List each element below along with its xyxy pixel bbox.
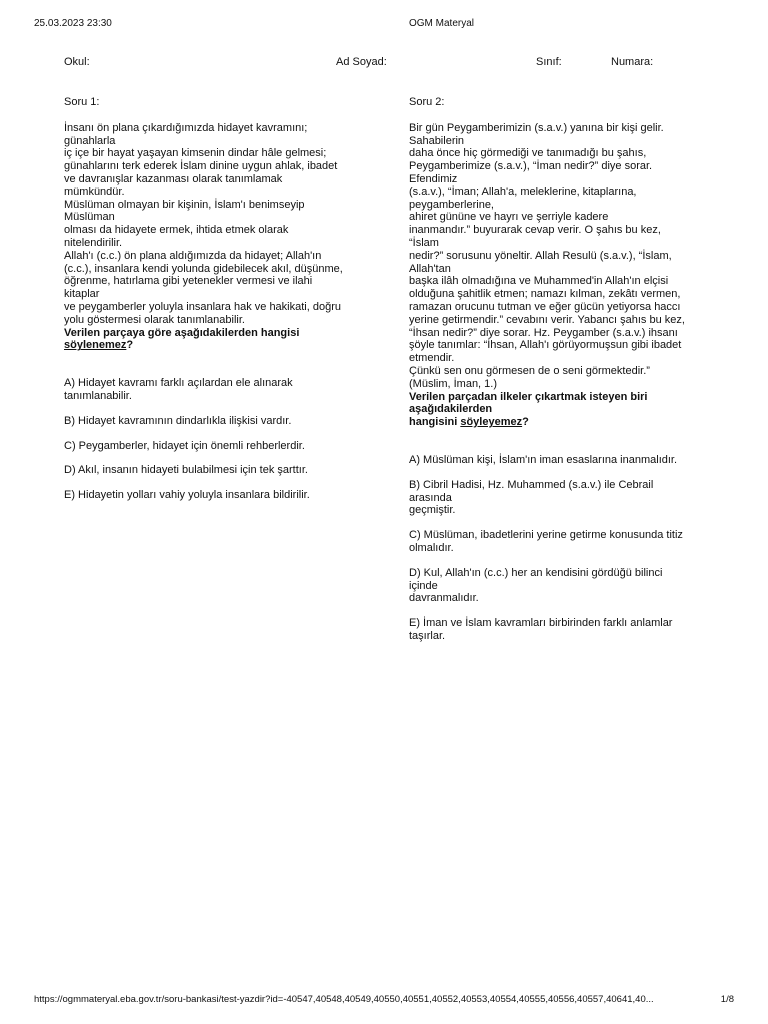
passage-line: (Müslim, İman, 1.) bbox=[409, 377, 498, 390]
passage-line: günahlarını terk ederek İslam dinine uygun ahlak, ibadet bbox=[64, 160, 338, 173]
passage-line: mümkündür. bbox=[64, 185, 125, 198]
passage-line: kitaplar bbox=[64, 288, 100, 301]
question-1-stem: Verilen parçaya göre aşağıdakilerden hangisi söylenemez? bbox=[64, 326, 300, 352]
passage-line: Efendimiz bbox=[409, 172, 458, 185]
passage-line: inanmandır.” buyurarak cevap verir. O şahıs bu kez, bbox=[409, 224, 661, 237]
question-1 bbox=[64, 96, 364, 502]
question-2-stem: Verilen parçadan ilkeler çıkartmak isteyen biri aşağıdakilerden hangisini söyleyemez? bbox=[409, 390, 648, 429]
passage-line: günahlarla bbox=[64, 134, 116, 147]
question-2-passage bbox=[409, 122, 709, 391]
passage-line: Bir gün Peygamberimizin (s.a.v.) yanına bir kişi gelir. bbox=[409, 121, 664, 134]
answer-option-d[interactable]: D) Akıl, insanın hidayeti bulabilmesi için tek şarttır. bbox=[64, 464, 308, 477]
passage-line: “İslam bbox=[409, 236, 439, 249]
passage-line: Müslüman bbox=[64, 211, 115, 224]
question-1-options bbox=[64, 377, 364, 502]
passage-line: öğrenme, hatırlama gibi yetenekler vermesi ve ilahi bbox=[64, 275, 313, 288]
answer-option-c[interactable]: C) Peygamberler, hidayet için önemli rehberlerdir. bbox=[64, 439, 305, 452]
passage-line: nitelendirilir. bbox=[64, 236, 123, 249]
answer-option-c[interactable]: C) Müslüman, ibadetlerini yerine getirme konusunda titiz olmalıdır. bbox=[409, 529, 683, 554]
answer-option-d[interactable]: D) Kul, Allah'ın (c.c.) her an kendisini gördüğü bilinci içinde davranmalıdır. bbox=[409, 566, 663, 605]
passage-line: yerine getirmendir.” cevabını verir. Yabancı şahıs bu kez, bbox=[409, 313, 685, 326]
passage-line: Sahabilerin bbox=[409, 134, 465, 147]
answer-option-e[interactable]: E) Hidayetin yolları vahiy yoluyla insanlara bildirilir. bbox=[64, 489, 310, 502]
passage-line: Allah'ı (c.c.) ön plana aldığımızda da hidayet; Allah'ın bbox=[64, 249, 322, 262]
passage-line: ramazan orucunu tutman ve eğer gücün yetiyorsa haccı bbox=[409, 300, 681, 313]
passage-line: ahiret gününe ve hayrı ve şerriyle kadere bbox=[409, 211, 609, 224]
question-2-options bbox=[409, 454, 709, 643]
passage-line: daha önce hiç görmediği ve tanımadığı bu şahıs, bbox=[409, 147, 647, 160]
page-number: 1/8 bbox=[720, 994, 734, 1005]
question-2 bbox=[409, 96, 709, 643]
passage-line: nedir?” sorusunu yöneltir. Allah Resulü (s.a.v.), “İslam, bbox=[409, 249, 672, 262]
number-label: Numara: bbox=[611, 56, 654, 68]
passage-line: ve peygamberler yoluyla insanlara hak ve hakikati, doğru bbox=[64, 300, 341, 313]
passage-line: olması da hidayete ermek, ihtida etmek olarak bbox=[64, 224, 289, 237]
answer-option-b[interactable]: B) Hidayet kavramının dindarlıkla ilişkisi vardır. bbox=[64, 414, 292, 427]
passage-line: ve davranışlar kazanması olarak tanımlamak bbox=[64, 172, 283, 185]
passage-line: “İhsan nedir?” diye sorar. Hz. Peygamber (s.a.v.) ihsanı bbox=[409, 326, 678, 339]
passage-line: (c.c.), insanlara kendi yolunda gidebilecek akıl, düşünme, bbox=[64, 262, 343, 275]
passage-line: şöyle tanımlar: “İhsan, Allah'ı görüyormuşsun gibi ibadet bbox=[409, 339, 682, 352]
passage-line: Müslüman olmayan bir kişinin, İslam'ı benimseyip bbox=[64, 198, 305, 211]
answer-option-b[interactable]: B) Cibril Hadisi, Hz. Muhammed (s.a.v.) ile Cebrail arasında geçmiştir. bbox=[409, 478, 654, 517]
passage-line: iç içe bir hayat yaşayan kimsenin dindar hâle gelmesi; bbox=[64, 147, 327, 160]
question-2-label: Soru 2: bbox=[409, 96, 445, 108]
question-1-label: Soru 1: bbox=[64, 96, 100, 108]
class-label: Sınıf: bbox=[536, 56, 562, 68]
passage-line: Allah'tan bbox=[409, 262, 451, 275]
footer-url: https://ogmmateryal.eba.gov.tr/soru-bankasi/test-yazdir?id=-40547,40548,40549,40550,40551,40552,40553,40554,40555,40556,40557,40641,40... bbox=[34, 994, 654, 1005]
name-label: Ad Soyad: bbox=[336, 56, 387, 68]
passage-line: (s.a.v.), “İman; Allah'a, meleklerine, kitaplarına, bbox=[409, 185, 637, 198]
passage-line: olduğuna şahitlik etmen; namazı kılman, zekâtı vermen, bbox=[409, 288, 681, 301]
print-date: 25.03.2023 23:30 bbox=[34, 18, 112, 29]
passage-line: peygamberlerine, bbox=[409, 198, 494, 211]
passage-line: İnsanı ön plana çıkardığımızda hidayet kavramını; bbox=[64, 121, 308, 134]
school-label: Okul: bbox=[64, 56, 90, 68]
question-1-passage bbox=[64, 122, 364, 327]
passage-line: yolu göstermesi olarak tanımlanabilir. bbox=[64, 313, 245, 326]
answer-option-e[interactable]: E) İman ve İslam kavramları birbirinden farklı anlamlar taşırlar. bbox=[409, 617, 673, 642]
answer-option-a[interactable]: A) Müslüman kişi, İslam'ın iman esaslarına inanmalıdır. bbox=[409, 453, 678, 466]
passage-line: Peygamberimize (s.a.v.), “İman nedir?” diye sorar. bbox=[409, 160, 653, 173]
page-title: OGM Materyal bbox=[409, 18, 475, 29]
passage-line: başka ilâh olmadığına ve Muhammed'in Allah'ın elçisi bbox=[409, 275, 669, 288]
passage-line: etmendir. bbox=[409, 352, 455, 365]
passage-line: Çünkü sen onu görmesen de o seni görmektedir.” bbox=[409, 364, 650, 377]
answer-option-a[interactable]: A) Hidayet kavramı farklı açılardan ele alınarak tanımlanabilir. bbox=[64, 377, 293, 402]
